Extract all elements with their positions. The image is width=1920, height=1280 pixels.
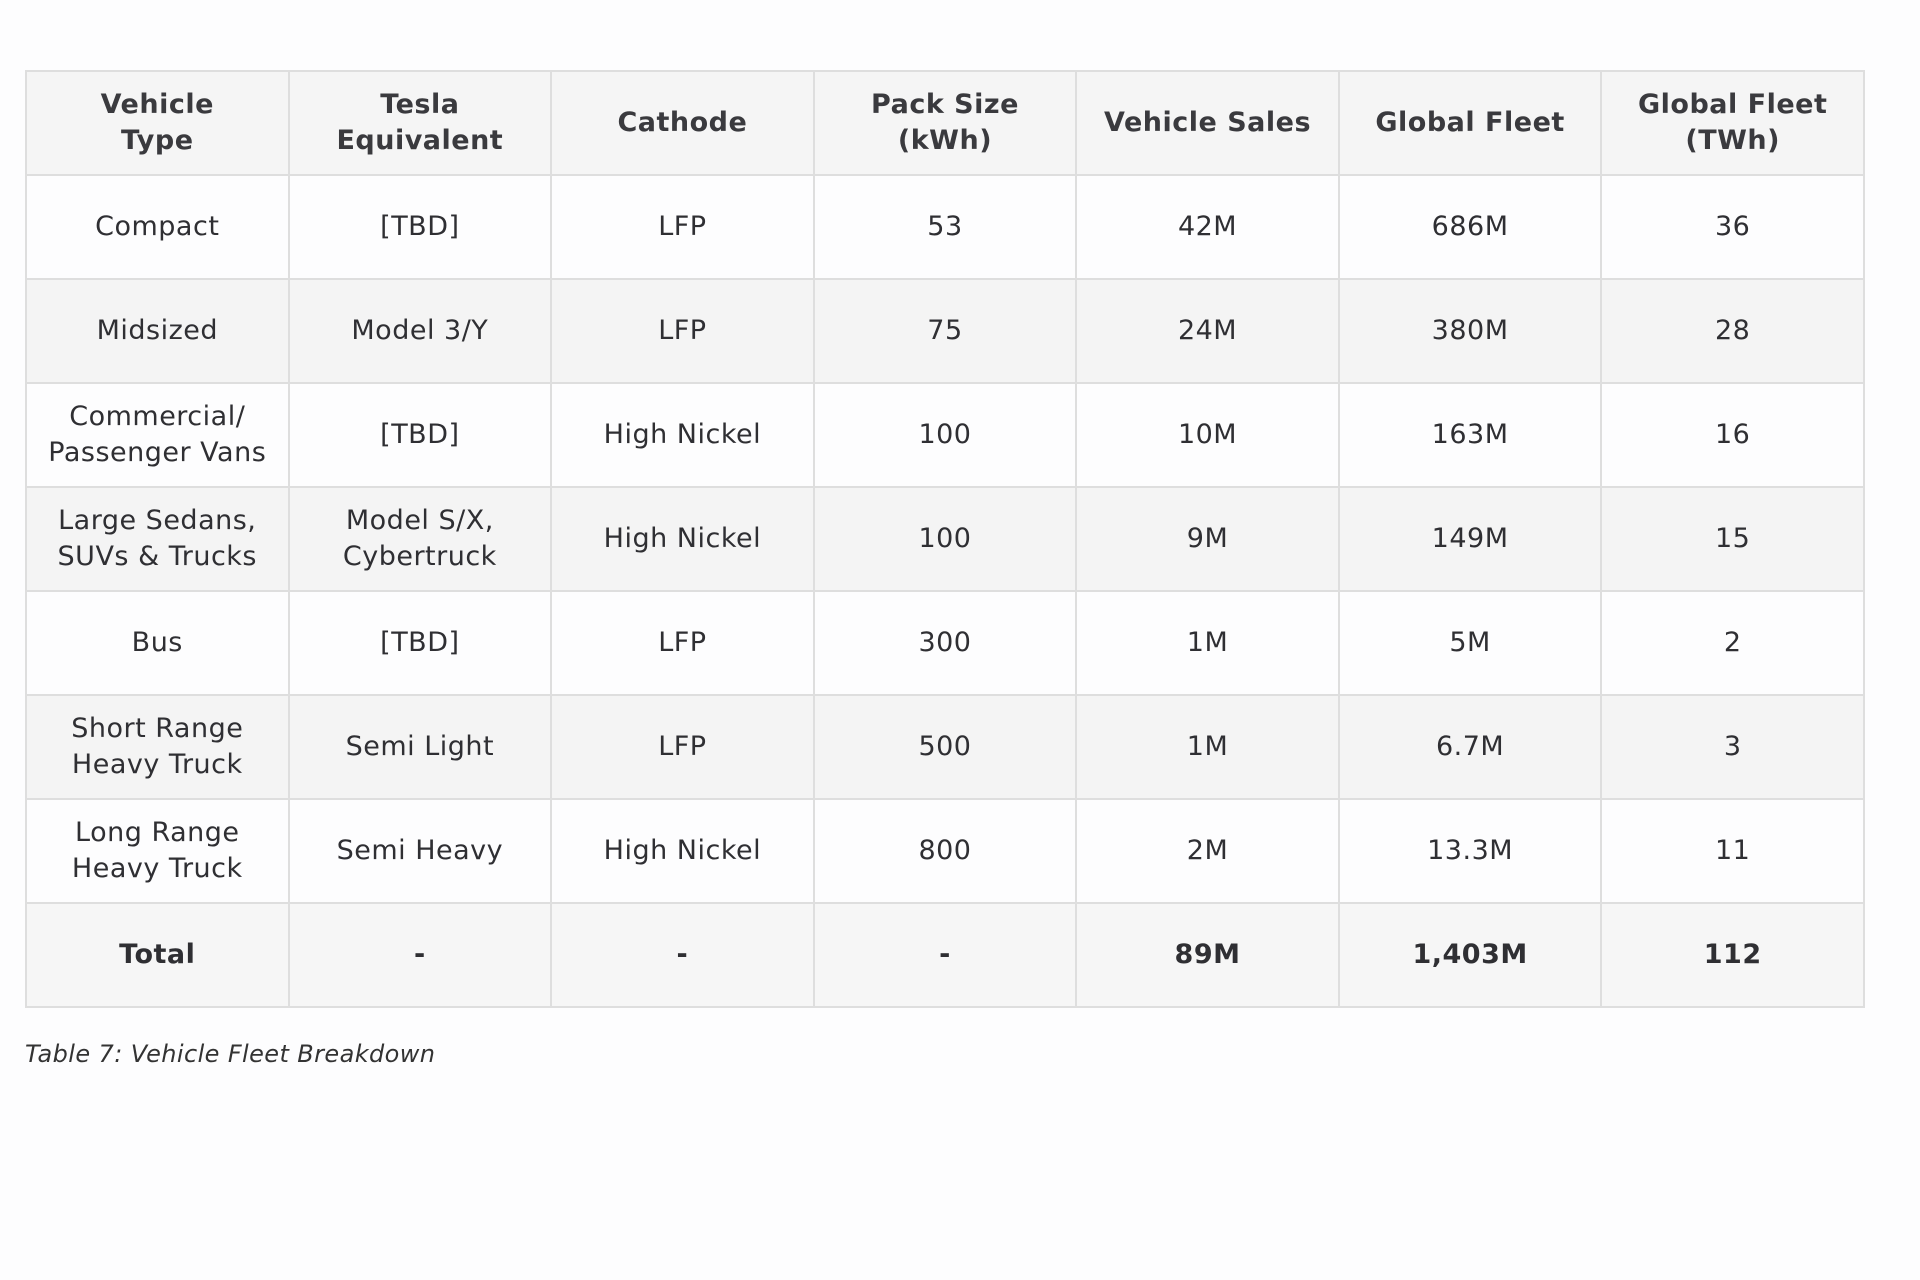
- table-cell: 53: [814, 175, 1077, 279]
- table-cell: Model 3/Y: [289, 279, 552, 383]
- table-cell: 42M: [1076, 175, 1339, 279]
- table-row: [26, 591, 1864, 695]
- table-cell: Midsized: [26, 279, 289, 383]
- header-global-fleet-twh: Global Fleet (TWh): [1601, 71, 1864, 175]
- table-cell: [TBD]: [289, 383, 552, 487]
- table-row: [26, 279, 1864, 383]
- table-cell: 100: [814, 383, 1077, 487]
- table-cell: 2: [1601, 591, 1864, 695]
- table-cell: LFP: [551, 591, 814, 695]
- header-vehicle-type: Vehicle Type: [26, 71, 289, 175]
- total-cell: 112: [1601, 903, 1864, 1007]
- table-cell: 6.7M: [1339, 695, 1602, 799]
- table-cell: Model S/X, Cybertruck: [289, 487, 552, 591]
- table-cell: Semi Light: [289, 695, 552, 799]
- total-label-cell: Total: [26, 903, 289, 1007]
- table-cell: [TBD]: [289, 175, 552, 279]
- table-cell: 686M: [1339, 175, 1602, 279]
- table-cell: High Nickel: [551, 383, 814, 487]
- total-cell: 89M: [1076, 903, 1339, 1007]
- header-global-fleet: Global Fleet: [1339, 71, 1602, 175]
- table-cell: High Nickel: [551, 487, 814, 591]
- table-cell: 36: [1601, 175, 1864, 279]
- table-cell: 28: [1601, 279, 1864, 383]
- table-total-row: [26, 903, 1864, 1007]
- table-cell: 13.3M: [1339, 799, 1602, 903]
- table-cell: [TBD]: [289, 591, 552, 695]
- table-cell: 16: [1601, 383, 1864, 487]
- table-cell: Large Sedans, SUVs & Trucks: [26, 487, 289, 591]
- table-cell: High Nickel: [551, 799, 814, 903]
- table-cell: 24M: [1076, 279, 1339, 383]
- header-tesla-equivalent: Tesla Equivalent: [289, 71, 552, 175]
- table-caption: Table 7: Vehicle Fleet Breakdown: [25, 1040, 436, 1068]
- table-cell: 5M: [1339, 591, 1602, 695]
- table-cell: 15: [1601, 487, 1864, 591]
- table-header-row: [26, 71, 1864, 175]
- header-pack-size: Pack Size (kWh): [814, 71, 1077, 175]
- total-cell: 1,403M: [1339, 903, 1602, 1007]
- table-cell: LFP: [551, 279, 814, 383]
- table-row: [26, 695, 1864, 799]
- table-cell: Compact: [26, 175, 289, 279]
- table-cell: 1M: [1076, 591, 1339, 695]
- table-cell: LFP: [551, 175, 814, 279]
- table-cell: 163M: [1339, 383, 1602, 487]
- table-cell: Long Range Heavy Truck: [26, 799, 289, 903]
- table-row: [26, 487, 1864, 591]
- table-cell: Bus: [26, 591, 289, 695]
- table-cell: 75: [814, 279, 1077, 383]
- table-cell: 800: [814, 799, 1077, 903]
- table-cell: Commercial/ Passenger Vans: [26, 383, 289, 487]
- table-cell: 11: [1601, 799, 1864, 903]
- header-vehicle-sales: Vehicle Sales: [1076, 71, 1339, 175]
- table-cell: 10M: [1076, 383, 1339, 487]
- table-row: [26, 799, 1864, 903]
- table-cell: LFP: [551, 695, 814, 799]
- vehicle-fleet-table: [25, 70, 1865, 1008]
- header-cathode: Cathode: [551, 71, 814, 175]
- total-cell: -: [814, 903, 1077, 1007]
- table-cell: 3: [1601, 695, 1864, 799]
- table-cell: 380M: [1339, 279, 1602, 383]
- table-cell: Short Range Heavy Truck: [26, 695, 289, 799]
- table-cell: 100: [814, 487, 1077, 591]
- table-cell: 9M: [1076, 487, 1339, 591]
- table-row: [26, 383, 1864, 487]
- table-cell: 2M: [1076, 799, 1339, 903]
- table-cell: 149M: [1339, 487, 1602, 591]
- table-cell: 300: [814, 591, 1077, 695]
- table-cell: 1M: [1076, 695, 1339, 799]
- total-cell: -: [551, 903, 814, 1007]
- total-cell: -: [289, 903, 552, 1007]
- fleet-table-container: [25, 70, 1865, 1008]
- table-cell: Semi Heavy: [289, 799, 552, 903]
- table-cell: 500: [814, 695, 1077, 799]
- table-row: [26, 175, 1864, 279]
